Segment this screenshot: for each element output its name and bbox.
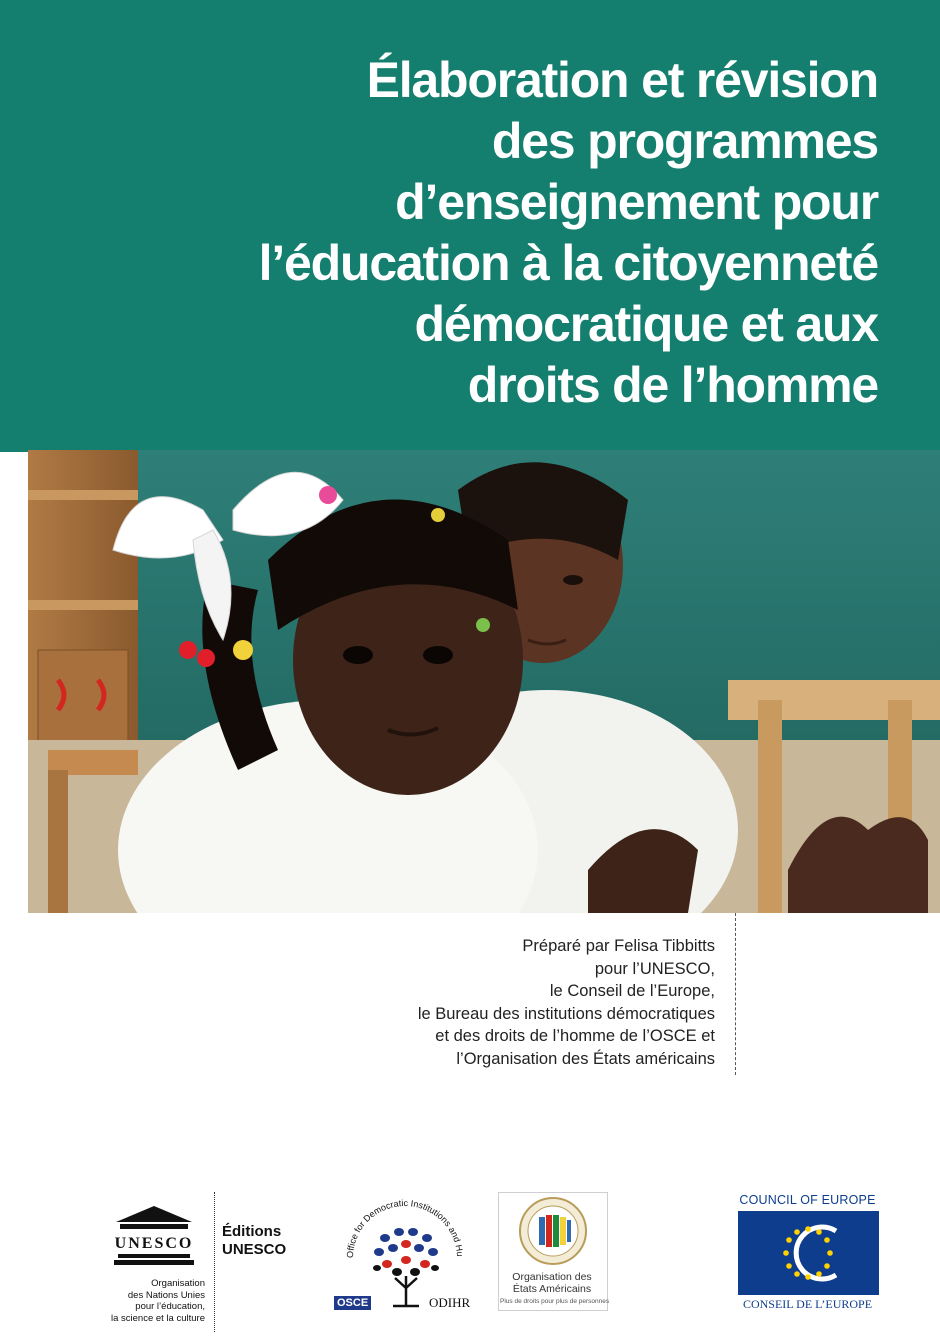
editions-line: Éditions	[222, 1223, 282, 1240]
title-line: droits de l’homme	[467, 357, 878, 413]
unesco-temple-icon	[98, 1192, 210, 1272]
title-line: l’éducation à la citoyenneté	[258, 235, 878, 291]
unesco-caption	[90, 1278, 205, 1324]
editions-line: UNESCO	[222, 1241, 287, 1258]
coe-flag	[738, 1211, 879, 1295]
credits-line: pour l’UNESCO,	[594, 959, 715, 978]
oea-caption-line: Organisation des	[512, 1271, 592, 1283]
oea-seal-icon	[499, 1193, 607, 1269]
odihr-arc-text: Office for Democratic Institutions and Hu	[344, 1197, 466, 1259]
unesco-caption-line: des Nations Unies	[127, 1289, 205, 1301]
coe-english-name: COUNCIL OF EUROPE	[739, 1193, 876, 1207]
title-line: d’enseignement pour	[395, 174, 878, 230]
credits-line: le Conseil de l’Europe,	[549, 982, 715, 1000]
credits-block	[155, 935, 715, 1070]
odihr-label: ODIHR	[429, 1295, 471, 1310]
credits-line: et des droits de l’homme de l’OSCE et	[435, 1027, 715, 1045]
oea-tagline: Plus de droits pour plus de personnes	[500, 1298, 610, 1305]
svg-text:Office for Democratic Institut	[333, 1188, 465, 1258]
cover-title	[18, 50, 878, 416]
credits-line: Préparé par Felisa Tibbitts	[522, 937, 715, 955]
unesco-caption-line: pour l’éducation,	[135, 1301, 205, 1312]
oea-caption	[500, 1271, 604, 1295]
credits-line: le Bureau des institutions démocratiques	[417, 1004, 715, 1023]
photo-illustration	[28, 450, 940, 913]
coe-stars-icon	[738, 1211, 879, 1295]
title-line: démocratique et aux	[414, 296, 878, 352]
unesco-caption-line: Organisation	[151, 1278, 205, 1289]
credits-line: l’Organisation des États américains	[456, 1049, 715, 1068]
coe-french-name: CONSEIL DE L’EUROPE	[742, 1297, 873, 1311]
credits-divider	[735, 913, 736, 1075]
editions-unesco-label	[222, 1223, 286, 1259]
unesco-caption-line: la science et la culture	[111, 1312, 205, 1324]
osce-label: OSCE	[334, 1296, 371, 1310]
title-line: Élaboration et révision	[366, 52, 878, 108]
unesco-wordmark: UNESCO	[114, 1235, 194, 1252]
unesco-divider	[214, 1192, 215, 1332]
children-at-desk-photo	[28, 450, 940, 913]
oea-caption-line: États Américains	[512, 1283, 592, 1295]
title-line: des programmes	[491, 113, 878, 169]
